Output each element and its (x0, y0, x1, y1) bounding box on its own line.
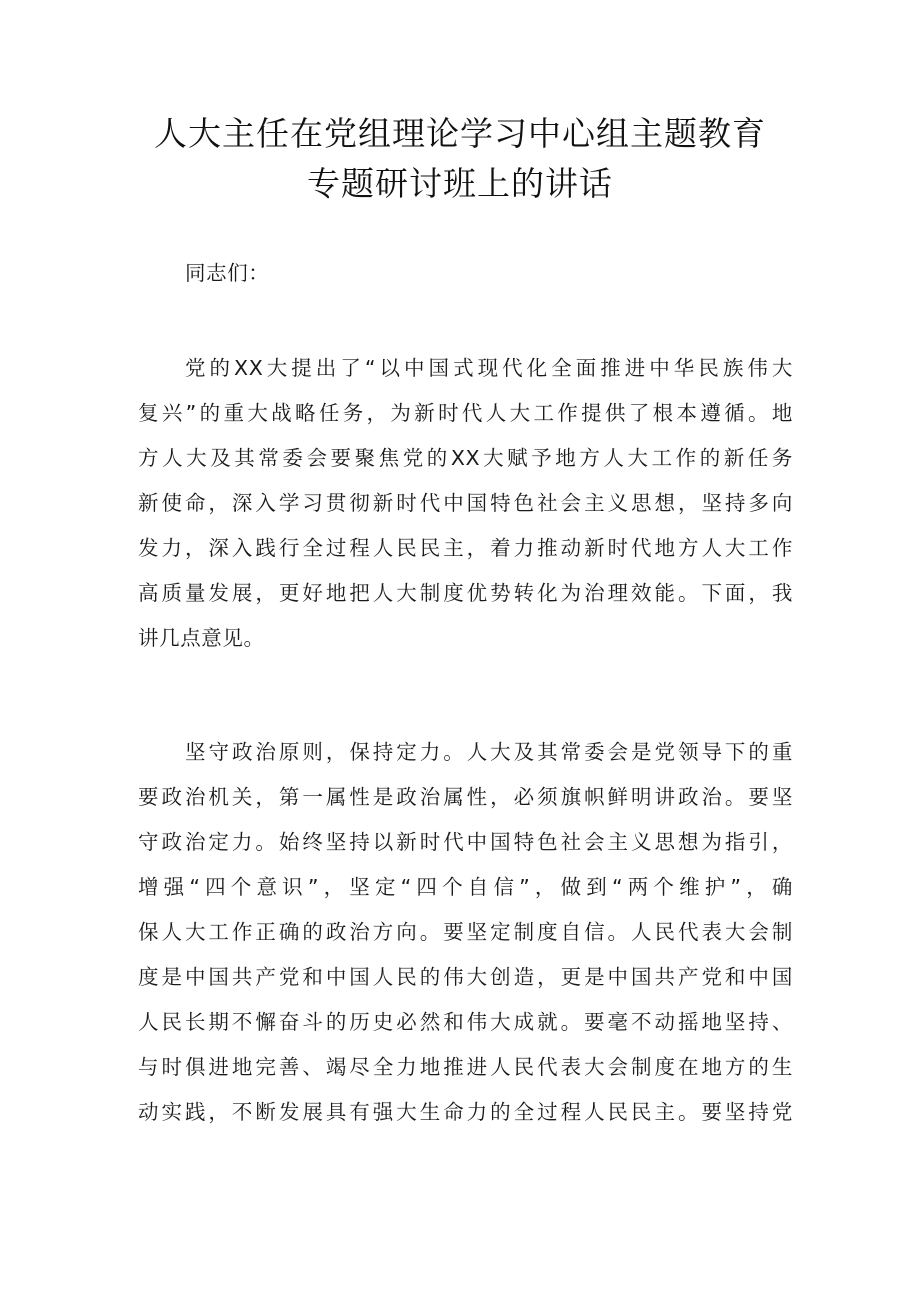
paragraph-line: 要政治机关，第一属性是政治属性，必须旗帜鲜明讲政治。要坚 (138, 785, 793, 809)
document-title-line-1: 人大主任在党组理论学习中心组主题教育 (154, 114, 766, 153)
paragraph-line: 新使命，深入学习贯彻新时代中国特色社会主义思想，坚持多向 (138, 491, 793, 515)
paragraph-line: 增强“四个意识”，坚定“四个自信”，做到“两个维护”，确 (138, 875, 793, 899)
paragraph-line: 党的XX大提出了“以中国式现代化全面推进中华民族伟大 (185, 356, 793, 380)
paragraph-line: 与时俱进地完善、竭尽全力地推进人民代表大会制度在地方的生 (138, 1055, 793, 1079)
paragraph-line: 人民长期不懈奋斗的历史必然和伟大成就。要毫不动摇地坚持、 (138, 1010, 793, 1034)
paragraph-line: 发力，深入践行全过程人民民主，着力推动新时代地方人大工作 (138, 536, 793, 560)
document-title-line-2: 专题研讨班上的讲话 (307, 164, 613, 203)
paragraph-line: 保人大工作正确的政治方向。要坚定制度自信。人民代表大会制 (138, 920, 793, 944)
paragraph-line: 守政治定力。始终坚持以新时代中国特色社会主义思想为指引， (138, 830, 793, 854)
paragraph-line: 讲几点意见。 (138, 626, 265, 650)
salutation: 同志们： (185, 261, 270, 285)
paragraph-line: 复兴”的重大战略任务，为新时代人大工作提供了根本遵循。地 (138, 401, 793, 425)
paragraph-1 (138, 353, 793, 673)
paragraph-line: 度是中国共产党和中国人民的伟大创造，更是中国共产党和中国 (138, 965, 793, 989)
paragraph-line: 高质量发展，更好地把人大制度优势转化为治理效能。下面，我 (138, 581, 793, 605)
paragraph-line: 坚守政治原则，保持定力。人大及其常委会是党领导下的重 (185, 740, 793, 764)
paragraph-line: 方人大及其常委会要聚焦党的XX大赋予地方人大工作的新任务 (138, 446, 793, 470)
paragraph-2 (138, 737, 793, 1157)
paragraph-line: 动实践，不断发展具有强大生命力的全过程人民民主。要坚持党 (138, 1100, 793, 1124)
